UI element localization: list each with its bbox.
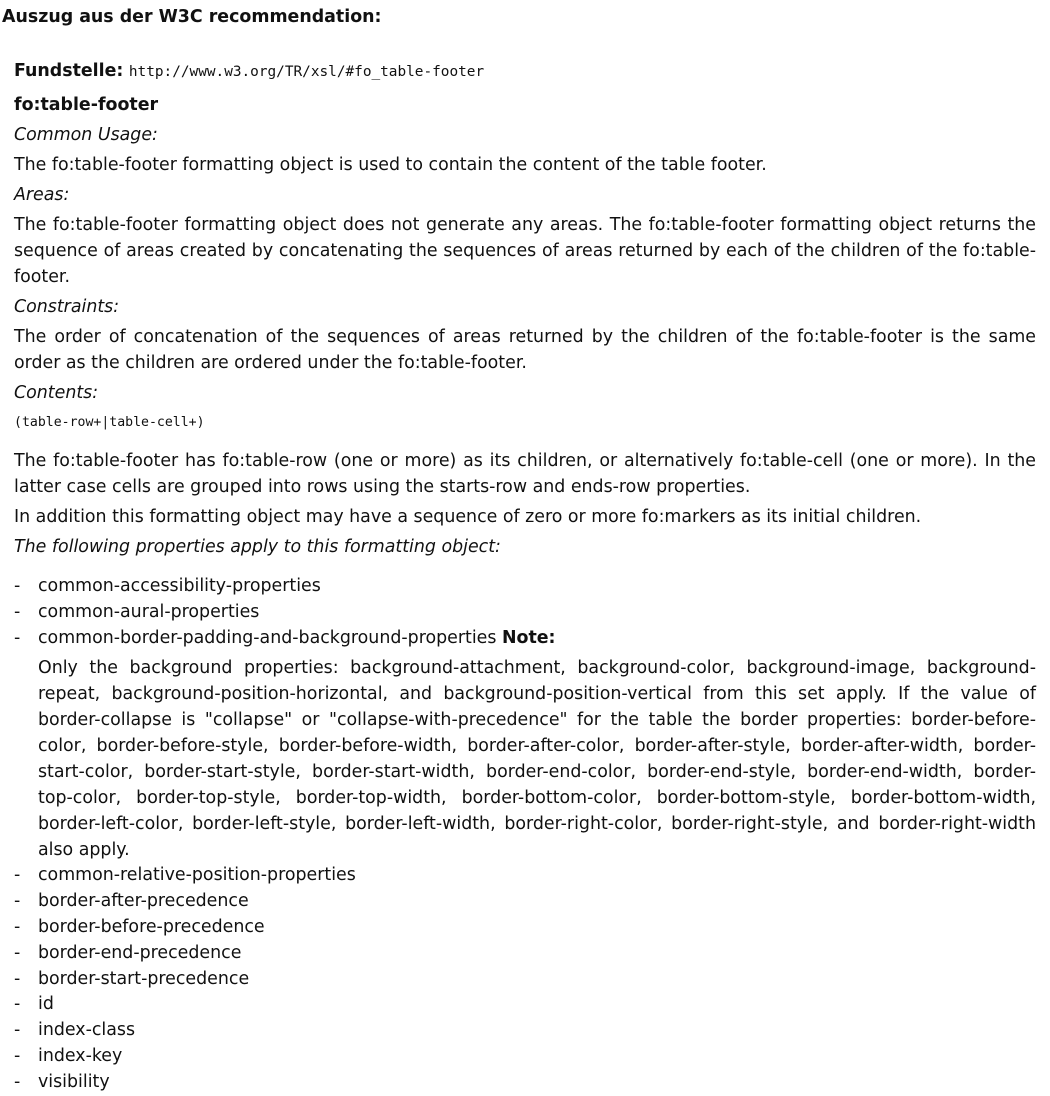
contents-label: Contents: bbox=[14, 383, 99, 403]
page-title: Auszug aus der W3C recommendation: bbox=[2, 7, 382, 27]
areas-text: The fo:table-footer formatting object does not generate any areas. The fo:table-footer formatting object returns the sequence of areas created by concatenating the sequences of areas returned by each of the children of the fo:table-footer. bbox=[14, 215, 1036, 287]
list-item bbox=[14, 1018, 1036, 1044]
properties-list bbox=[14, 574, 1036, 1096]
list-dash: - bbox=[14, 916, 21, 937]
list-dash: - bbox=[14, 576, 21, 596]
list-dash: - bbox=[14, 942, 21, 963]
property-name: border-end-precedence bbox=[38, 942, 242, 963]
contents-code: (table-row+|table-cell+) bbox=[14, 415, 205, 430]
list-item bbox=[14, 574, 1036, 600]
property-name: visibility bbox=[38, 1071, 110, 1092]
list-dash: - bbox=[14, 994, 21, 1015]
list-dash: - bbox=[14, 627, 21, 648]
property-name: index-key bbox=[38, 1045, 123, 1066]
list-dash: - bbox=[14, 1045, 21, 1066]
property-name: common-aural-properties bbox=[38, 601, 260, 622]
property-name: id bbox=[38, 994, 54, 1015]
property-name: index-class bbox=[38, 1020, 136, 1041]
list-item bbox=[14, 863, 1036, 889]
property-name: border-before-precedence bbox=[38, 916, 265, 937]
object-title: fo:table-footer bbox=[14, 95, 159, 115]
property-name: common-border-padding-and-background-properties bbox=[38, 627, 497, 648]
common-usage-text: The fo:table-footer formatting object is used to contain the content of the table footer. bbox=[14, 155, 767, 175]
property-name: common-accessibility-properties bbox=[38, 576, 321, 596]
contents-text-1: The fo:table-footer has fo:table-row (one or more) as its children, or alternatively fo:table-cell (one or more). In the latter case cells are grouped into rows using the starts-row and ends-row properties. bbox=[14, 451, 1036, 497]
list-dash: - bbox=[14, 891, 21, 912]
source-reference bbox=[14, 57, 1036, 86]
source-label: Fundstelle: bbox=[14, 61, 124, 81]
constraints-label: Constraints: bbox=[14, 297, 120, 317]
document-body bbox=[14, 57, 1036, 1096]
constraints-text: The order of concatenation of the sequences of areas returned by the children of the fo:table-footer is the same order as the children are ordered under the fo:table-footer. bbox=[14, 327, 1036, 373]
areas-label: Areas: bbox=[14, 185, 70, 205]
list-dash: - bbox=[14, 1071, 21, 1092]
list-dash: - bbox=[14, 968, 21, 989]
list-dash: - bbox=[14, 865, 21, 886]
list-item bbox=[14, 1044, 1036, 1070]
note-text: Only the background properties: background-attachment, background-color, background-image, background-repeat, background-position-horizontal, and background-position-vertical from this set apply. If the value of border-collapse is "collapse" or "collapse-with-precedence" for the table the border properties: border-before-color, border-before-style, border-before-width, border-after-color, border-after-style, border-after-width, border-start-color, border-start-style, border-start-width, border-end-color, border-end-style, border-end-width, border-top-color, border-top-style, border-top-width, border-bottom-color, border-bottom-style, border-bottom-width, border-left-color, border-left-style, border-left-width, border-right-color, border-right-style, and border-right-width also apply. bbox=[38, 658, 1036, 861]
property-name: common-relative-position-properties bbox=[38, 865, 356, 886]
list-item bbox=[14, 626, 1036, 864]
list-item bbox=[14, 889, 1036, 915]
contents-text-2: In addition this formatting object may have a sequence of zero or more fo:markers as its initial children. bbox=[14, 507, 922, 527]
list-item bbox=[14, 941, 1036, 967]
properties-label: The following properties apply to this formatting object: bbox=[14, 537, 501, 557]
list-item bbox=[14, 967, 1036, 993]
common-usage-label: Common Usage: bbox=[14, 125, 158, 145]
note-label: Note: bbox=[501, 627, 556, 648]
property-name: border-start-precedence bbox=[38, 968, 250, 989]
property-name: border-after-precedence bbox=[38, 891, 249, 912]
list-item bbox=[14, 915, 1036, 941]
list-dash: - bbox=[14, 1020, 21, 1041]
list-item bbox=[14, 600, 1036, 626]
list-item bbox=[14, 1070, 1036, 1096]
list-dash: - bbox=[14, 601, 21, 622]
list-item bbox=[14, 992, 1036, 1018]
source-url: http://www.w3.org/TR/xsl/#fo_table-footer bbox=[128, 64, 485, 80]
